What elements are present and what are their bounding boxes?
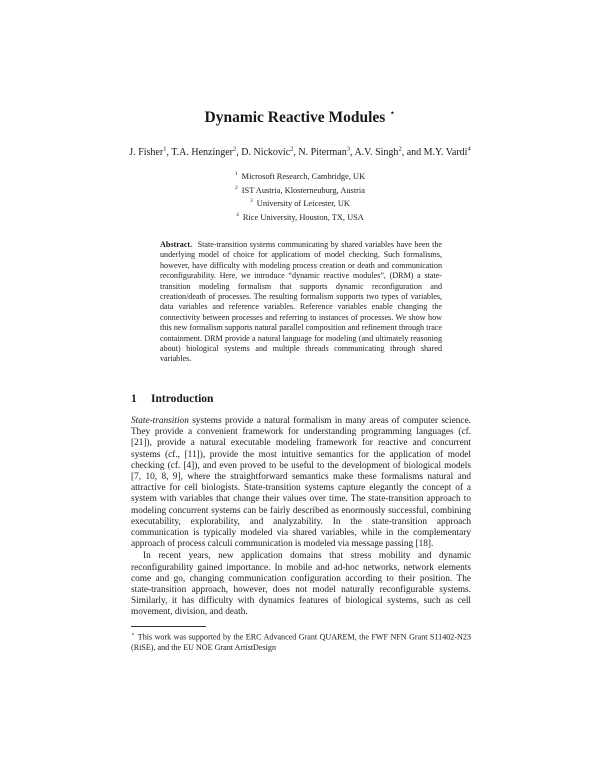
abstract-label: Abstract. xyxy=(160,240,193,249)
paragraph: State-transition systems provide a natural formalism in many areas of computer science. They provide a convenient framework for understanding programming languages (cf. [21]), provide a natural executable modeling framework for reactive and concurrent systems (cf., [11]), provide the most intuitive semantics for the application of model checking (cf. [4]), and even proved to be useful to the development of biological models [7, 10, 8, 9], where the straightforward semantics make these formalisms natural and attractive for cell biologists. State-transition systems capture elegantly the concept of a system with variables that change their values over time. The state-transition approach to modeling concurrent systems can be fairly described as enormously successful, combining executability, explorability, and analyzability. In the state-transition approach communication is typically modeled via shared variables, while in the complementary approach of process calculi communication is modeled via message passing [18]. xyxy=(131,416,471,550)
title-footnote-mark: ⋆ xyxy=(389,108,396,119)
paper-title xyxy=(0,108,600,127)
section-heading xyxy=(131,393,213,405)
author: N. Piterman$^3$, xyxy=(298,146,355,159)
title-text: Dynamic Reactive Modules xyxy=(204,109,386,127)
abstract-text: State-transition systems communicating by shared variables have been the underlying model of choice for applications of model checking. Such formalisms, however, have difficulty with modeling process creation or death and communication reconfigurability. Here, we introduce “dynamic reactive modules”, (DRM) a state-transition modeling formalism that supports dynamic reconfiguration and creation/death of processes. The resulting formalism supports two types of variables, data variables and reference variables. Reference variables enable changing the connectivity between processes and referring to instances of processes. We show how this new formalism supports natural parallel composition and refinement through trace containment. DRM provide a natural language for modeling (and ultimately reasoning about) biological systems and multiple threads communicating through shared variables. xyxy=(160,240,443,364)
author: M.Y. Vardi$^4$ xyxy=(423,146,471,159)
author: A.V. Singh$^2$, and xyxy=(354,146,424,159)
affiliation: $^4$ Rice University, Houston, TX, USA xyxy=(236,211,364,222)
section-title: Introduction xyxy=(151,393,214,405)
section-body xyxy=(131,416,471,619)
section-number: 1 xyxy=(131,393,137,405)
affiliation-list xyxy=(0,169,600,223)
author: T.A. Henzinger$^2$, xyxy=(171,146,242,159)
footnote xyxy=(131,630,471,654)
author: J. Fisher$^1$, xyxy=(129,146,172,159)
paragraph: In recent years, new application domains that stress mobility and dynamic reconfigurability gained importance. In mobile and ad-hoc networks, network elements come and go, changing communication configuration according to their position. The state-transition approach, however, does not model naturally reconfigurable systems. Similarly, it has difficulty with dynamics features of biological systems, such as cell movement, division, and death. xyxy=(131,551,471,618)
abstract xyxy=(160,240,442,365)
footnote-mark: ⋆ xyxy=(131,632,135,638)
author-list xyxy=(0,146,600,158)
affiliation: $^2$ IST Austria, Klosterneuburg, Austria xyxy=(235,184,365,195)
footnote-divider xyxy=(131,626,206,627)
paragraph-lead-italic: State-transition xyxy=(131,416,189,426)
footnote-text: This work was supported by the ERC Advanced Grant QUAREM, the FWF NFN Grant S11402-N23 (RiSE), and the EU NOE Grant ArtistDesign xyxy=(131,632,471,653)
affiliation: $^3$ University of Leicester, UK xyxy=(250,198,350,208)
affiliation: $^1$ Microsoft Research, Cambridge, UK xyxy=(234,171,366,181)
author: D. Nickovic$^2$, xyxy=(241,146,299,159)
